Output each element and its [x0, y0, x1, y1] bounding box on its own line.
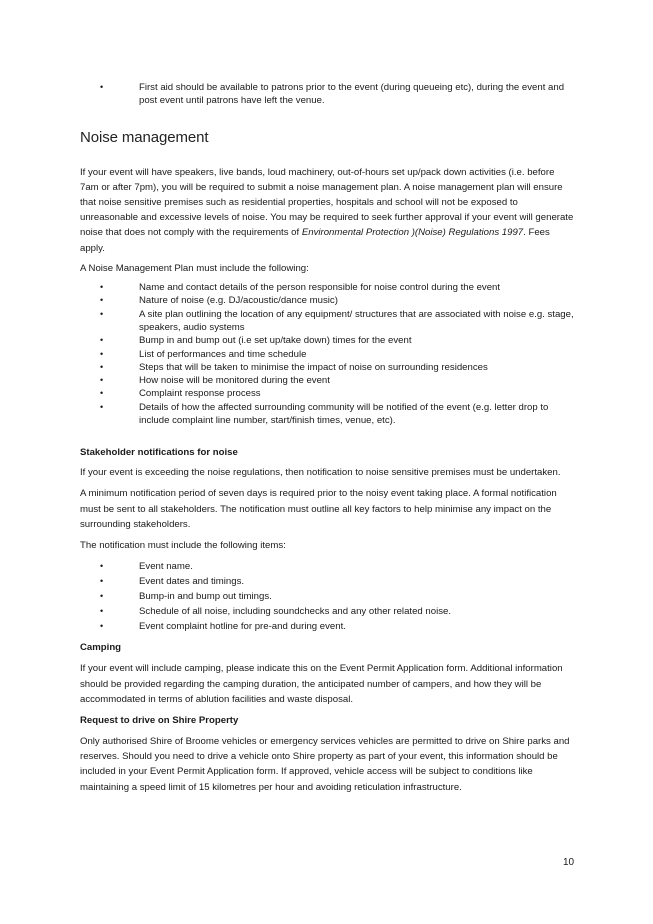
stakeholder-paragraph-3: The notification must include the following items:: [80, 540, 286, 552]
list-item: • Event name.: [100, 561, 193, 573]
first-aid-list: [80, 81, 575, 108]
list-item: • Event complaint hotline for pre-and during event.: [100, 621, 346, 633]
noise-plan-list: [80, 281, 575, 427]
list-item: • Schedule of all noise, including soundchecks and any other related noise.: [100, 606, 452, 618]
camping-paragraph: If your event will include camping, please indicate this on the Event Permit Application form. Additional information should be provided regarding the camping duration, the anticipated number of campers, and how they will be accommodated in terms of ablution facilities and waste disposal.: [80, 663, 563, 705]
list-item: • Details of how the affected surrounding community will be notified of the event (e.g. letter drop to include complaint line number, start/finish times, venue, etc).: [100, 401, 549, 426]
drive-paragraph: Only authorised Shire of Broome vehicles or emergency services vehicles are permitted to drive on Shire parks and reserves. Should you need to drive a vehicle onto Shire property as part of your event, this information should be included in your Event Permit Application form. If approved, vehicle access will be subject to conditions like maintaining a speed limit of 15 kilometres per hour and avoiding reticulation infrastructure.: [80, 735, 570, 793]
list-item: • First aid should be available to patrons prior to the event (during queueing etc), during the event and post event until patrons have left the venue.: [100, 82, 565, 107]
list-item: • A site plan outlining the location of any equipment/ structures that are associated with noise e.g. stage, speakers, audio systems: [100, 308, 574, 333]
list-item: • Nature of noise (e.g. DJ/acoustic/dance music): [100, 295, 338, 307]
stakeholder-heading: Stakeholder notifications for noise: [80, 447, 238, 459]
list-item: • Complaint response process: [100, 388, 261, 400]
list-item: • Bump in and bump out (i.e set up/take down) times for the event: [100, 335, 412, 347]
noise-intro: If your event will have speakers, live bands, loud machinery, out-of-hours set up/pack down activities (i.e. before 7am or after 7pm), you will be required to submit a noise management plan. A noise management plan will ensure that noise sensitive premises such as residential properties, hospitals and school will not be exposed to unreasonable and excessive levels of noise. You may be required to seek further approval if your event will generate noise that does not comply with the requirements of Environmental Protection )(Noise) Regulations 1997. Fees apply.: [80, 166, 574, 254]
page-content: [80, 77, 575, 795]
list-item: • Event dates and timings.: [100, 576, 245, 588]
notification-items-list: [80, 559, 575, 634]
noise-plan-lead: A Noise Management Plan must include the following:: [80, 262, 309, 274]
list-item: • How noise will be monitored during the event: [100, 375, 330, 387]
list-item: • Name and contact details of the person responsible for noise control during the event: [100, 282, 501, 294]
stakeholder-paragraph-1: If your event is exceeding the noise regulations, then notification to noise sensitive premises must be undertaken.: [80, 467, 561, 479]
list-item: • Bump-in and bump out timings.: [100, 591, 272, 603]
drive-heading: Request to drive on Shire Property: [80, 714, 239, 726]
list-item: • List of performances and time schedule: [100, 348, 307, 360]
stakeholder-paragraph-2: A minimum notification period of seven days is required prior to the noisy event taking place. A formal notification must be sent to all stakeholders. The notification must outline all key factors to help minimise any impact on the surrounding stakeholders.: [80, 488, 557, 530]
bullet: •: [100, 82, 104, 92]
page-number: 10: [563, 857, 575, 868]
camping-heading: Camping: [80, 642, 122, 654]
noise-heading: Noise management: [80, 128, 209, 146]
list-item: • Steps that will be taken to minimise the impact of noise on surrounding residences: [100, 361, 488, 373]
